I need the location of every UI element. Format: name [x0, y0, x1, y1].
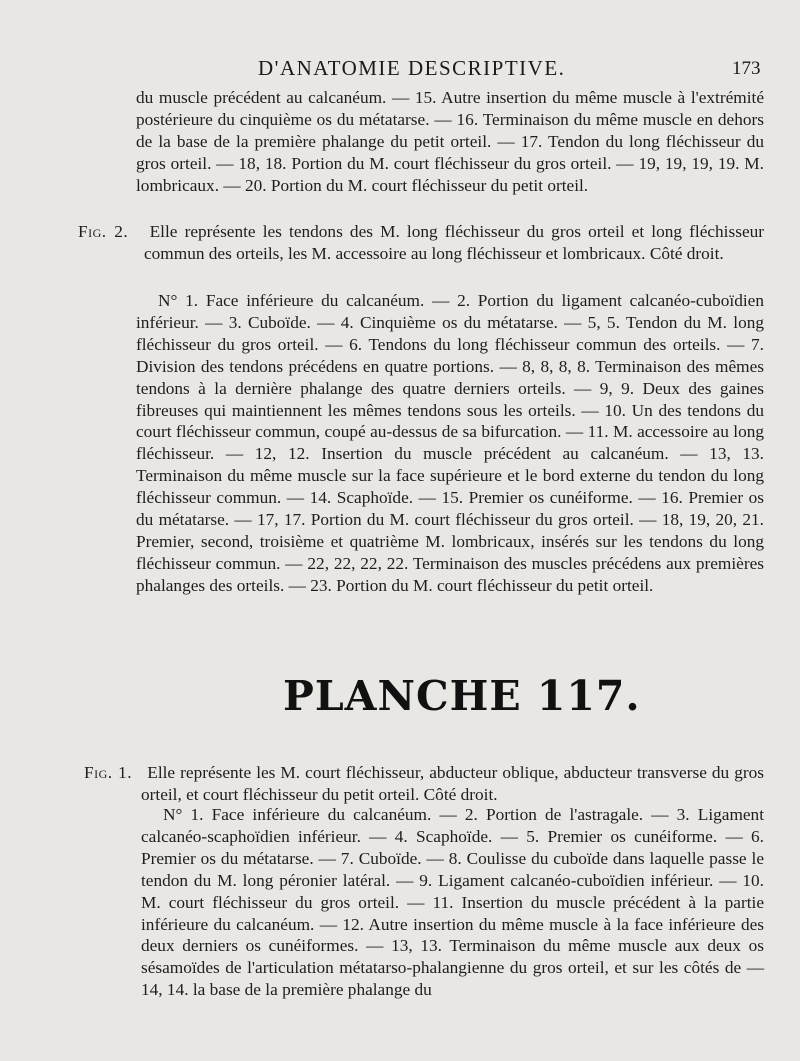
figure-2-legend: N° 1. Face inférieure du calcanéum. — 2. Portion du ligament calcanéo-cuboïdien inférieur. — 3. Cuboïde. — 4. Cinquième os du métatarse. — 5, 5. Tendon du M. long fléchisseur du gros orteil. — 6. Tendons du long fléchisseur commun des orteils. — 7. Division des tendons précédens en quatre portions. — 8, 8, 8, 8. Terminaison des mêmes tendons à la dernière phalange des quatre derniers orteils. — 9, 9. Deux des gaines fibreuses qui maintiennent les mêmes tendons sous les orteils. — 10. Un des tendons du court fléchisseur commun, coupé au-dessus de sa bifurcation. — 11. M. accessoire au long fléchisseur. — 12, 12. Insertion du muscle précédent au calcanéum. — 13, 13. Terminaison du même muscle sur la face supérieure et le bord externe du tendon du long fléchisseur commun. — 14. Scaphoïde. — 15. Premier os cunéiforme. — 16. Premier os du métatarse. — 17, 17. Portion du M. court fléchisseur du gros orteil. — 18, 19, 20, 21. Premier, second, troisième et quatrième M. lombricaux, insérés sur les tendons du long fléchisseur commun. — 22, 22, 22, 22. Terminaison des muscles précédens aux premières phalanges des orteils. — 23. Portion du M. court fléchisseur du petit orteil.	[136, 291, 764, 595]
running-title: D'ANATOMIE DESCRIPTIVE.	[258, 56, 566, 80]
figure-1-legend: N° 1. Face inférieure du calcanéum. — 2. Portion de l'astragale. — 3. Ligament calcanéo-scaphoïdien inférieur. — 4. Scaphoïde. — 5. Premier os cunéiforme. — 6. Premier os du métatarse. — 7. Cuboïde. — 8. Coulisse du cuboïde dans laquelle passe le tendon du M. long péronier latéral. — 9. Ligament calcanéo-cuboïdien inférieur. — 10. M. court fléchisseur du gros orteil. — 11. Insertion du muscle précédent à la partie inférieure du calcanéum. — 12. Autre insertion du même muscle à la face inférieure des deux derniers os cunéiformes. — 13, 13. Terminaison du même muscle aux deux os sésamoïdes de l'articulation métatarso-phalangienne du gros orteil, et sur les côtés de — 14, 14. la base de la première phalange du	[141, 805, 764, 1000]
figure-1-label: Fig. 1.	[84, 763, 133, 782]
figure-1-caption	[84, 762, 764, 806]
figure-2-caption	[78, 221, 764, 265]
figure-2-label: Fig. 2.	[78, 222, 129, 241]
running-head	[0, 50, 800, 80]
figure-1-caption-text: Elle représente les M. court fléchisseur, abducteur oblique, abducteur transverse du gros orteil, et court fléchisseur du petit orteil. Côté droit.	[141, 763, 765, 804]
continuation-paragraph: du muscle précédent au calcanéum. — 15. Autre insertion du même muscle à l'extrémité postérieure du cinquième os du métatarse. — 16. Terminaison du même muscle en dehors de la base de la première phalange du petit orteil. — 17. Tendon du long fléchisseur du gros orteil. — 18, 18. Portion du M. court fléchisseur du gros orteil. — 19, 19, 19, 19. M. lombricaux. — 20. Portion du M. court fléchisseur du petit orteil.	[136, 88, 764, 195]
figure-2-caption-text: Elle représente les tendons des M. long fléchisseur du gros orteil et long fléchisseur commun des orteils, les M. accessoire au long fléchisseur et lombricaux. Côté droit.	[144, 222, 765, 263]
page-number: 173	[732, 58, 761, 79]
plate-heading: PLANCHE 117.	[283, 672, 641, 720]
